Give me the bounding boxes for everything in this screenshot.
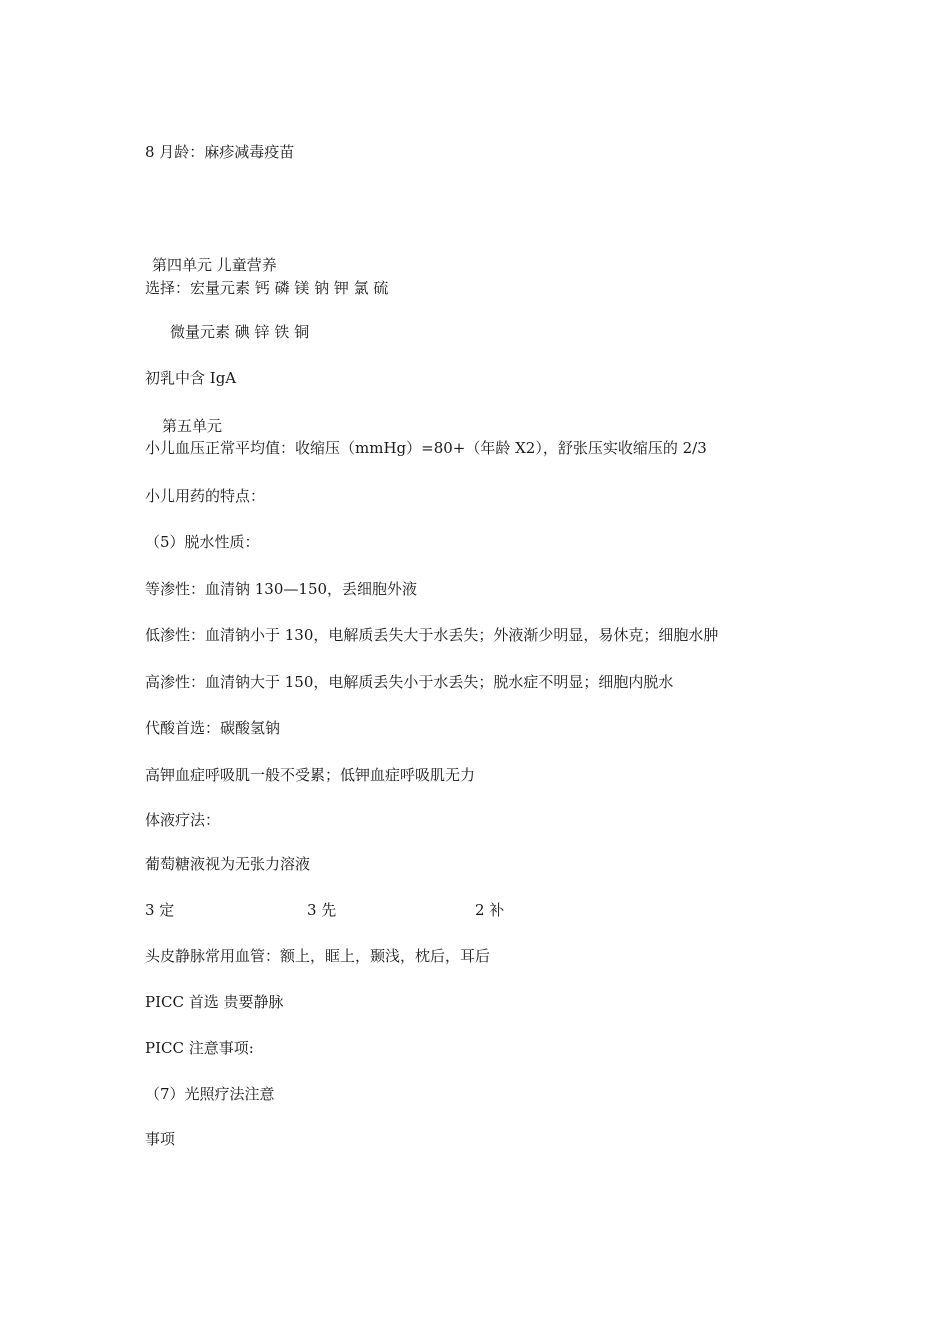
medication-features-line: 小儿用药的特点：	[145, 487, 266, 505]
glucose-line: 葡萄糖液视为无张力溶液	[145, 855, 311, 873]
acidosis-line: 代酸首选：碳酸氢钠	[145, 719, 281, 737]
hypotonic-line: 低渗性：血清钠小于 130，电解质丢失大于水丢失；外液渐少明显，易休克；细胞水肿	[145, 626, 719, 644]
vaccine-8-month-line: 8 月龄：麻疹减毒疫苗	[145, 143, 295, 161]
micro-elements-line: 微量元素 碘 锌 铁 铜	[170, 323, 310, 341]
unit-four-heading: 第四单元 儿童营养	[152, 256, 277, 274]
fluid-rule-col-3: 2 补	[475, 901, 505, 919]
potassium-line: 高钾血症呼吸肌一般不受累；低钾血症呼吸肌无力	[145, 766, 476, 784]
fluid-rule-col-1: 3 定	[145, 901, 175, 919]
dehydration-nature-line: （5）脱水性质：	[145, 533, 260, 551]
hypertonic-line: 高渗性：血清钠大于 150，电解质丢失小于水丢失；脱水症不明显；细胞内脱水	[145, 673, 674, 691]
scalp-vein-line: 头皮静脉常用血管：额上，眶上，颞浅，枕后，耳后	[145, 947, 491, 965]
phototherapy-line: （7）光照疗法注意	[145, 1085, 275, 1103]
fluid-therapy-line: 体液疗法：	[145, 811, 221, 829]
matters-line: 事项	[145, 1130, 176, 1148]
macro-elements-line: 选择：宏量元素 钙 磷 镁 钠 钾 氯 硫	[145, 279, 389, 297]
fluid-rule-row	[145, 900, 504, 920]
colostrum-line: 初乳中含 IgA	[145, 369, 237, 387]
blood-pressure-line: 小儿血压正常平均值：收缩压（mmHg）=80+（年龄 X2），舒张压实收缩压的 2/3	[145, 439, 707, 457]
isotonic-line: 等渗性：血清钠 130—150，丢细胞外液	[145, 580, 418, 598]
picc-notes-line: PICC 注意事项:	[145, 1039, 254, 1057]
fluid-rule-col-2: 3 先	[307, 901, 337, 919]
picc-first-choice-line: PICC 首选 贵要静脉	[145, 993, 284, 1011]
unit-five-heading: 第五单元	[162, 417, 223, 435]
